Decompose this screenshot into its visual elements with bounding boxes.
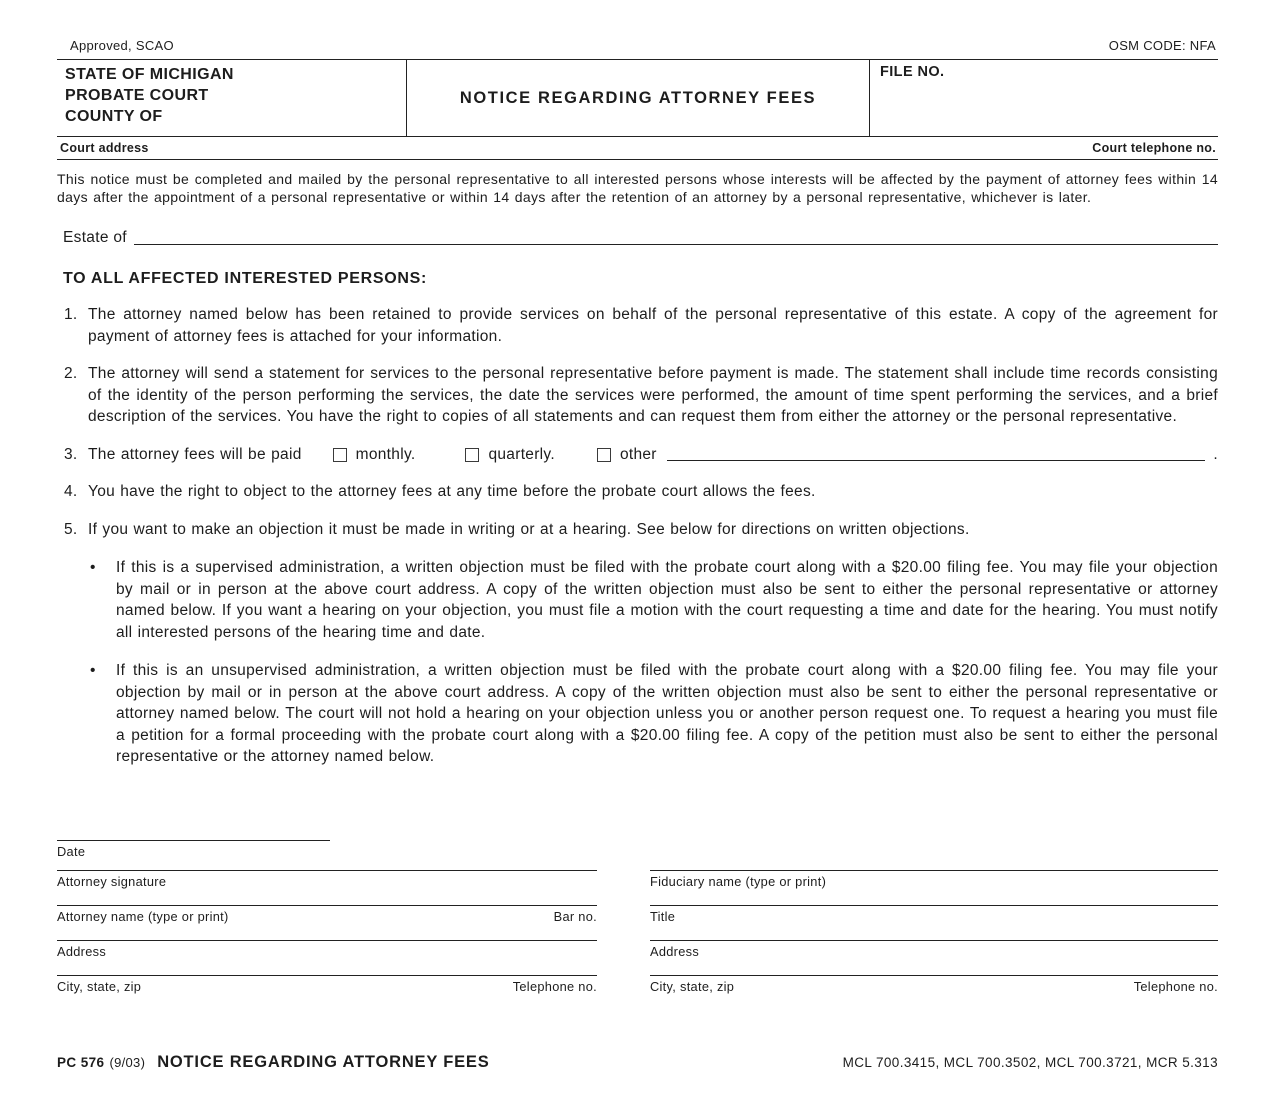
numbered-item-1 [57,304,1218,347]
other-fill-line[interactable] [667,460,1206,461]
county-of-line: COUNTY OF [65,108,163,125]
item-period: . [1213,445,1218,463]
bullet-marker: • [90,662,96,679]
form-code: PC 576 [57,1055,105,1070]
form-instructions: This notice must be completed and mailed by the personal representative to all interested persons whose interests will be affected by the payment of attorney fees within 14 days after the appointment of a personal representative or within 14 days after the retention of an attorney by a personal representative, whichever is later. [57,171,1218,205]
other-checkbox[interactable] [597,448,611,462]
fiduciary-name-line[interactable] [650,870,1218,871]
attorney-address-field [57,940,597,959]
legal-citations: MCL 700.3415, MCL 700.3502, MCL 700.3721, MCR 5.313 [842,1055,1218,1070]
fiduciary-name-field [650,870,1218,889]
date-fill-line[interactable] [57,840,330,841]
bar-no-label: Bar no. [553,909,597,924]
item-text: The attorney will send a statement for services to the personal representative before payment is made. The statement shall include time records consisting of the identity of the person performing the services, the date the services were performed, the amount of time spent performing the services, and a brief description of the services. You have the right to copies of all statements and can request them from either the attorney or the personal representative. [88,365,1218,425]
numbered-item-5 [57,519,1218,541]
title-label: Title [650,909,676,924]
item-number: 3. [64,445,78,463]
attorney-telephone-label: Telephone no. [512,979,597,994]
fiduciary-city-line[interactable] [650,975,1218,976]
attorney-address-line[interactable] [57,940,597,941]
item-text: If you want to make an objection it must be made in writing or at a hearing. See below for directions on written objections. [88,520,970,538]
top-meta-row [57,38,1218,59]
date-field [57,840,330,859]
fiduciary-address-field [650,940,1218,959]
fiduciary-address-line[interactable] [650,940,1218,941]
osm-code-label: OSM CODE: NFA [1108,38,1216,53]
other-label: other [619,445,657,463]
fiduciary-column [650,870,1218,1010]
numbered-item-2 [57,363,1218,428]
estate-of-label: Estate of [63,229,127,246]
item-number: 5. [64,520,78,538]
attorney-address-label: Address [57,944,107,959]
attorney-city-label: City, state, zip [57,979,142,994]
bullet-text: If this is a supervised administration, a written objection must be filed with the probate court along with a $20.00 filing fee. You may file your objection by mail or in person at the above court address. A copy of the written objection must also be sent to either the personal representative or attorney named below. If you want a hearing on your objection, you must file a motion with the court requesting a time and date for the hearing. You must notify all interested persons of the hearing time and date. [116,559,1218,641]
estate-of-fill-line[interactable] [134,244,1218,245]
quarterly-checkbox[interactable] [465,448,479,462]
title-line[interactable] [650,905,1218,906]
court-identity-cell [57,60,407,136]
probate-court-line: PROBATE COURT [65,87,209,104]
title-field [650,905,1218,924]
bullet-marker: • [90,559,96,576]
attorney-name-line[interactable] [57,905,597,906]
court-telephone-label: Court telephone no. [1092,141,1216,155]
attorney-signature-line[interactable] [57,870,597,871]
form-content [57,38,1218,768]
signature-columns [57,870,1218,1010]
attorney-city-field [57,975,597,994]
footer-form-id [57,1053,490,1072]
numbered-item-4 [57,481,1218,503]
form-title: NOTICE REGARDING ATTORNEY FEES [407,60,870,136]
numbered-item-3 [57,444,1218,466]
form-footer [57,1053,1218,1072]
attorney-column [57,870,597,1010]
salutation-heading: TO ALL AFFECTED INTERESTED PERSONS: [63,270,428,287]
court-address-row [57,137,1218,160]
item-text: The attorney fees will be paid [88,445,302,463]
attorney-name-field [57,905,597,924]
bullet-text: If this is an unsupervised administration, a written objection must be filed with the probate court along with a $20.00 filing fee. You may file your objection by mail or in person at the above court address. A copy of the written objection must also be sent to either the personal representative or attorney named below. The court will not hold a hearing on your objection unless you or another person request one. To request a hearing you must file a petition for a formal proceeding with the probate court along with a $20.00 filing fee. A copy of the petition must also be sent to either the personal representative or the attorney named below. [116,662,1218,765]
monthly-label: monthly. [355,445,416,463]
form-revision: (9/03) [109,1055,146,1070]
date-label: Date [57,844,86,859]
item-text: You have the right to object to the attorney fees at any time before the probate court allows the fees. [88,483,816,500]
attorney-signature-field [57,870,597,889]
fee-frequency-row [88,444,1218,466]
fiduciary-telephone-label: Telephone no. [1133,979,1218,994]
attorney-name-label: Attorney name (type or print) [57,909,229,924]
fiduciary-name-label: Fiduciary name (type or print) [650,874,827,889]
approved-scao-label: Approved, SCAO [70,38,174,53]
attorney-city-line[interactable] [57,975,597,976]
signature-section [57,840,1218,1010]
bullet-supervised [57,557,1218,643]
fiduciary-city-label: City, state, zip [650,979,735,994]
item-text: The attorney named below has been retained to provide services on behalf of the personal representative of this estate. A copy of the agreement for payment of attorney fees is attached for your information. [88,306,1218,345]
item-number: 2. [64,365,78,382]
state-line: STATE OF MICHIGAN [65,66,234,83]
item-number: 4. [64,483,78,500]
file-no-cell[interactable] [870,60,1218,136]
quarterly-label: quarterly. [488,445,555,463]
monthly-checkbox[interactable] [333,448,347,462]
attorney-signature-label: Attorney signature [57,874,167,889]
item-number: 1. [64,306,78,323]
header-table [57,59,1218,137]
fiduciary-address-label: Address [650,944,700,959]
bullet-unsupervised [57,660,1218,768]
footer-form-title: NOTICE REGARDING ATTORNEY FEES [157,1053,490,1071]
estate-of-row [57,229,1218,247]
file-no-label: FILE NO. [880,64,945,80]
court-address-label: Court address [60,141,149,155]
fiduciary-city-field [650,975,1218,994]
